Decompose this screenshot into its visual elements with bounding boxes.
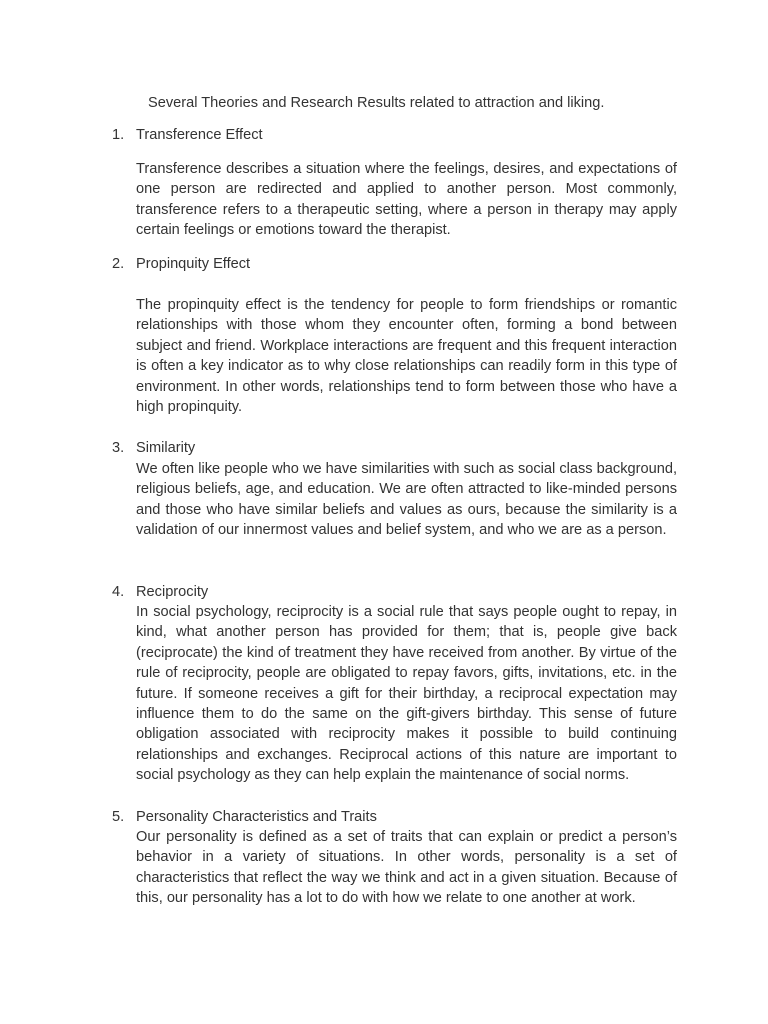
- item-body-3: We often like people who we have similarities with such as social class background, religious beliefs, age, and education. We are often attracted to like-minded persons and those who have similar beliefs and values as ours, because the similarity is a validation of our innermost values and belief system, and who we are as a person.: [136, 461, 677, 539]
- item-heading-2: Propinquity Effect: [136, 256, 251, 272]
- item-heading-3: Similarity: [136, 440, 196, 456]
- item-body-5: Our personality is defined as a set of traits that can explain or predict a person’s behavior in a variety of situations. In other words, personality is a set of characteristics that reflect the way we think and act in a given situation. Because of this, our personality has a lot to do with how we relate to one another at work.: [136, 829, 677, 907]
- item-number-1: 1.: [112, 127, 125, 143]
- item-number-4: 4.: [112, 584, 125, 600]
- item-body-4: In social psychology, reciprocity is a social rule that says people ought to repay, in kind, what another person has provided for them; that is, people give back (reciprocate) the kind of treatment they have received from another. By virtue of the rule of reciprocity, people are obligated to repay favors, gifts, invitations, etc. in the future. If someone receives a gift for their birthday, a reciprocal expectation may influence them to do the same on the gift-givers birthday. This sense of future obligation associated with reciprocity makes it possible to build continuing relationships and exchanges. Reciprocal actions of this nature are important to social psychology as they can help explain the maintenance of social norms.: [136, 604, 677, 784]
- item-number-5: 5.: [112, 809, 125, 825]
- document-title: Several Theories and Research Results related to attraction and liking.: [148, 95, 605, 111]
- item-heading-5: Personality Characteristics and Traits: [136, 809, 377, 825]
- item-number-2: 2.: [112, 256, 125, 272]
- item-body-2: The propinquity effect is the tendency for people to form friendships or romantic relationships with those whom they encounter often, forming a bond between subject and friend. Workplace interactions are frequent and this frequent interaction is often a key indicator as to why close relationships can readily form in this type of environment. In other words, relationships tend to form between those who have a high propinquity.: [136, 297, 677, 416]
- item-number-3: 3.: [112, 440, 125, 456]
- item-heading-1: Transference Effect: [136, 127, 263, 143]
- item-body-1: Transference describes a situation where the feelings, desires, and expectations of one person are redirected and applied to another person. Most commonly, transference refers to a therapeutic setting, where a person in therapy may apply certain feelings or emotions toward the therapist.: [136, 161, 677, 239]
- item-heading-4: Reciprocity: [136, 584, 209, 600]
